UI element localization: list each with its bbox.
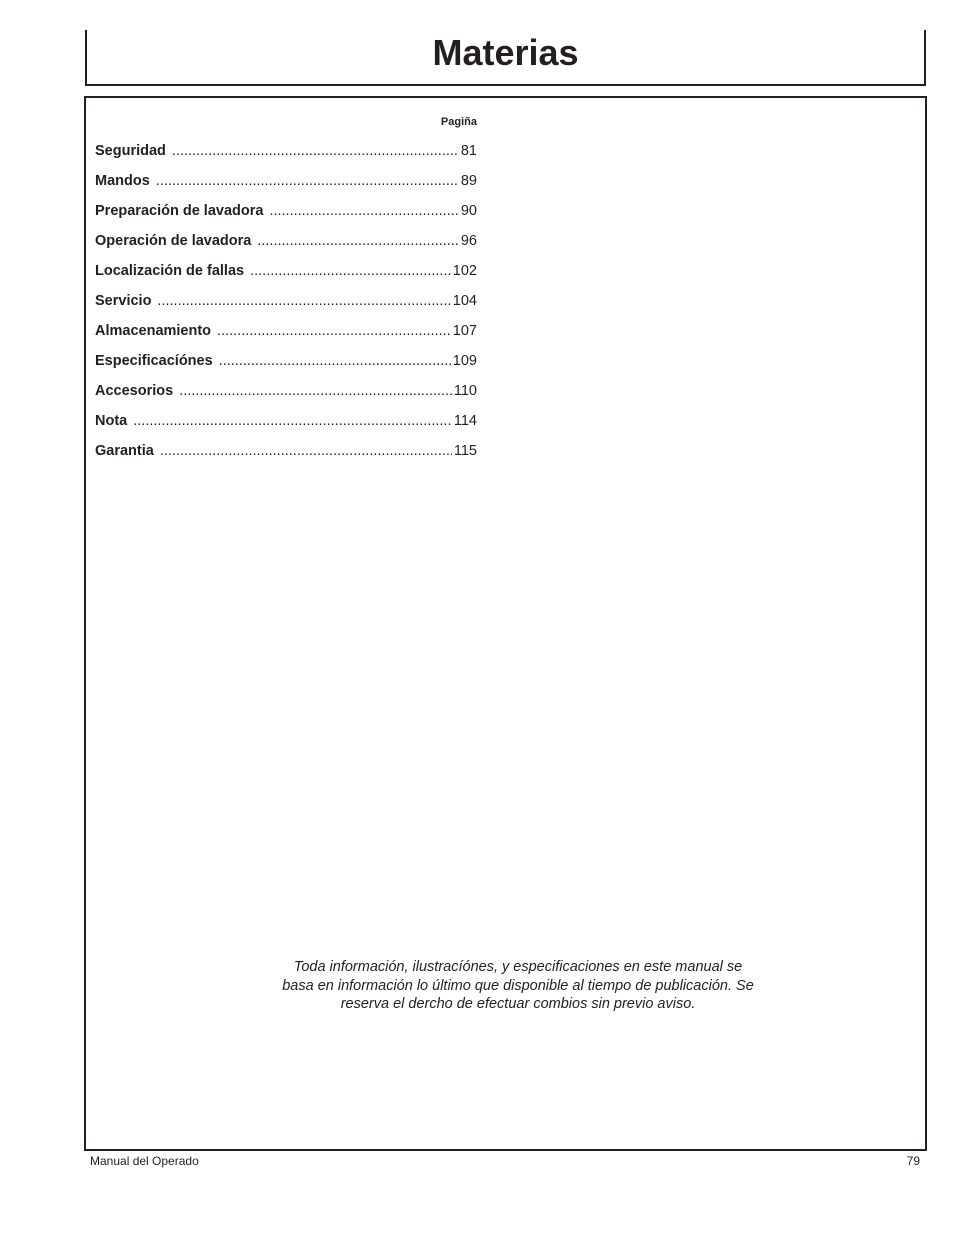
toc-entry-servicio[interactable] (95, 286, 477, 316)
toc-entry-operacion[interactable] (95, 226, 477, 256)
dot-leader (160, 436, 452, 466)
toc-list (95, 136, 477, 466)
toc-entry-seguridad[interactable] (95, 136, 477, 166)
toc-entry-label: Operación de lavadora (95, 233, 252, 249)
dot-leader (257, 226, 459, 256)
toc-entry-page: 104 (452, 293, 477, 309)
toc-entry-page: 81 (460, 143, 477, 159)
dot-leader (179, 376, 452, 406)
dot-leader (219, 346, 451, 376)
toc-entry-label: Localización de fallas (95, 263, 245, 279)
toc-entry-label: Nota (95, 413, 128, 429)
toc-entry-label: Almacenamiento (95, 323, 212, 339)
disclaimer-notice (240, 958, 796, 1014)
footer-page-number: 79 (906, 1154, 920, 1168)
title-frame (85, 30, 926, 86)
toc-entry-label: Seguridad (95, 143, 166, 159)
page-title: Materias (432, 32, 579, 73)
toc-entry-especificaciones[interactable] (95, 346, 477, 376)
dot-leader (269, 196, 458, 226)
toc-entry-page: 102 (452, 263, 477, 279)
toc-entry-preparacion[interactable] (95, 196, 477, 226)
toc-entry-page: 90 (460, 203, 477, 219)
toc-entry-label: Garantia (95, 443, 154, 459)
toc-entry-label: Accesorios (95, 383, 174, 399)
toc-entry-label: Mandos (95, 173, 150, 189)
page-column-label: Pagiña (440, 116, 477, 128)
toc-entry-page: 96 (460, 233, 477, 249)
footer-manual-name: Manual del Operado (90, 1154, 199, 1168)
toc-entry-label: Servicio (95, 293, 152, 309)
toc-entry-garantia[interactable] (95, 436, 477, 466)
toc-entry-label: Especificacíónes (95, 353, 213, 369)
dot-leader (172, 136, 459, 166)
toc-entry-label: Preparación de lavadora (95, 203, 264, 219)
toc-entry-localizacion[interactable] (95, 256, 477, 286)
toc-entry-almacenamiento[interactable] (95, 316, 477, 346)
toc-entry-page: 110 (453, 383, 477, 399)
dot-leader (157, 286, 450, 316)
toc-entry-accesorios[interactable] (95, 376, 477, 406)
dot-leader (133, 406, 452, 436)
toc-entry-page: 89 (460, 173, 477, 189)
table-of-contents (95, 114, 477, 466)
toc-entry-page: 114 (453, 413, 477, 429)
toc-entry-page: 115 (453, 443, 477, 459)
disclaimer-line: reserva el dercho de efectuar combios sin previo aviso. (340, 996, 696, 1012)
toc-entry-mandos[interactable] (95, 166, 477, 196)
dot-leader (217, 316, 451, 346)
toc-entry-page: 107 (452, 323, 477, 339)
toc-entry-nota[interactable] (95, 406, 477, 436)
dot-leader (156, 166, 459, 196)
dot-leader (250, 256, 451, 286)
disclaimer-line: basa en información lo último que disponible al tiempo de publicación. Se (282, 977, 754, 994)
disclaimer-line: Toda información, ilustracíónes, y especificaciones en este manual se (293, 959, 743, 975)
toc-entry-page: 109 (452, 353, 477, 369)
